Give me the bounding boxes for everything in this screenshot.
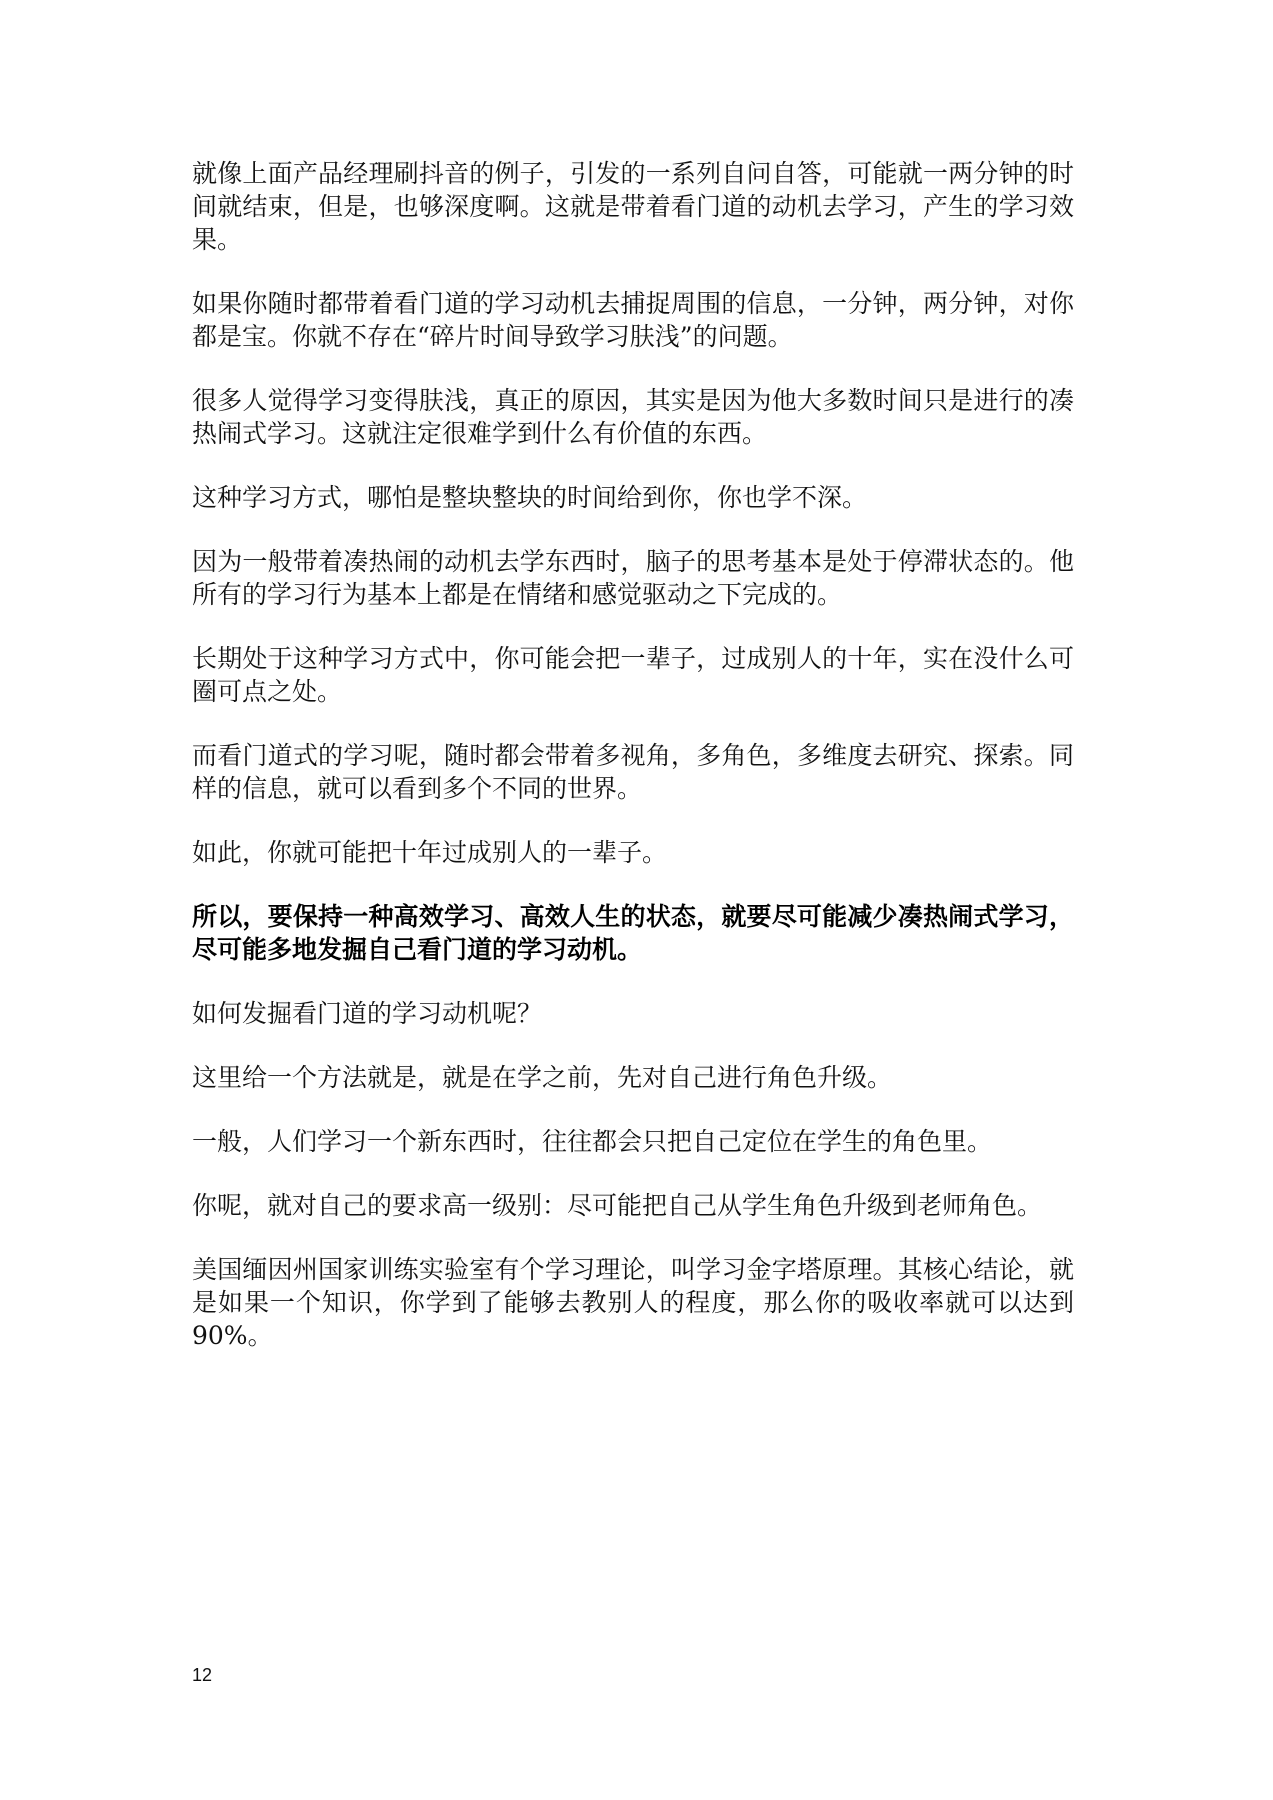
paragraph: 这里给一个方法就是，就是在学之前，先对自己进行角色升级。 bbox=[192, 1063, 893, 1092]
paragraph: 如何发掘看门道的学习动机呢？ bbox=[192, 999, 543, 1028]
bold-paragraph: 所以，要保持一种高效学习、高效人生的状态，就要尽可能减少凑热闹式学习，尽可能多地发掘自己看门道的学习动机。 bbox=[192, 902, 1074, 964]
paragraph: 你呢，就对自己的要求高一级别：尽可能把自己从学生角色升级到老师角色。 bbox=[192, 1191, 1043, 1220]
paragraph: 一般，人们学习一个新东西时，往往都会只把自己定位在学生的角色里。 bbox=[192, 1127, 993, 1156]
paragraph: 而看门道式的学习呢，随时都会带着多视角，多角色，多维度去研究、探索。同样的信息，就可以看到多个不同的世界。 bbox=[192, 741, 1074, 803]
body-text bbox=[192, 157, 1074, 1383]
paragraph: 长期处于这种学习方式中，你可能会把一辈子，过成别人的十年，实在没什么可圈可点之处。 bbox=[192, 644, 1074, 706]
paragraph: 如果你随时都带着看门道的学习动机去捕捉周围的信息，一分钟，两分钟，对你都是宝。你就不存在“碎片时间导致学习肤浅”的问题。 bbox=[192, 289, 1074, 351]
paragraph: 就像上面产品经理刷抖音的例子，引发的一系列自问自答，可能就一两分钟的时间就结束，但是，也够深度啊。这就是带着看门道的动机去学习，产生的学习效果。 bbox=[192, 159, 1074, 254]
paragraph: 美国缅因州国家训练实验室有个学习理论，叫学习金字塔原理。其核心结论，就是如果一个知识，你学到了能够去教别人的程度，那么你的吸收率就可以达到90%。 bbox=[192, 1255, 1074, 1350]
paragraph: 如此，你就可能把十年过成别人的一辈子。 bbox=[192, 838, 668, 867]
paragraph: 因为一般带着凑热闹的动机去学东西时，脑子的思考基本是处于停滞状态的。他所有的学习行为基本上都是在情绪和感觉驱动之下完成的。 bbox=[192, 547, 1074, 609]
paragraph: 很多人觉得学习变得肤浅，真正的原因，其实是因为他大多数时间只是进行的凑热闹式学习。这就注定很难学到什么有价值的东西。 bbox=[192, 386, 1074, 448]
page-number: 12 bbox=[192, 1665, 213, 1685]
paragraph: 这种学习方式，哪怕是整块整块的时间给到你，你也学不深。 bbox=[192, 483, 868, 512]
